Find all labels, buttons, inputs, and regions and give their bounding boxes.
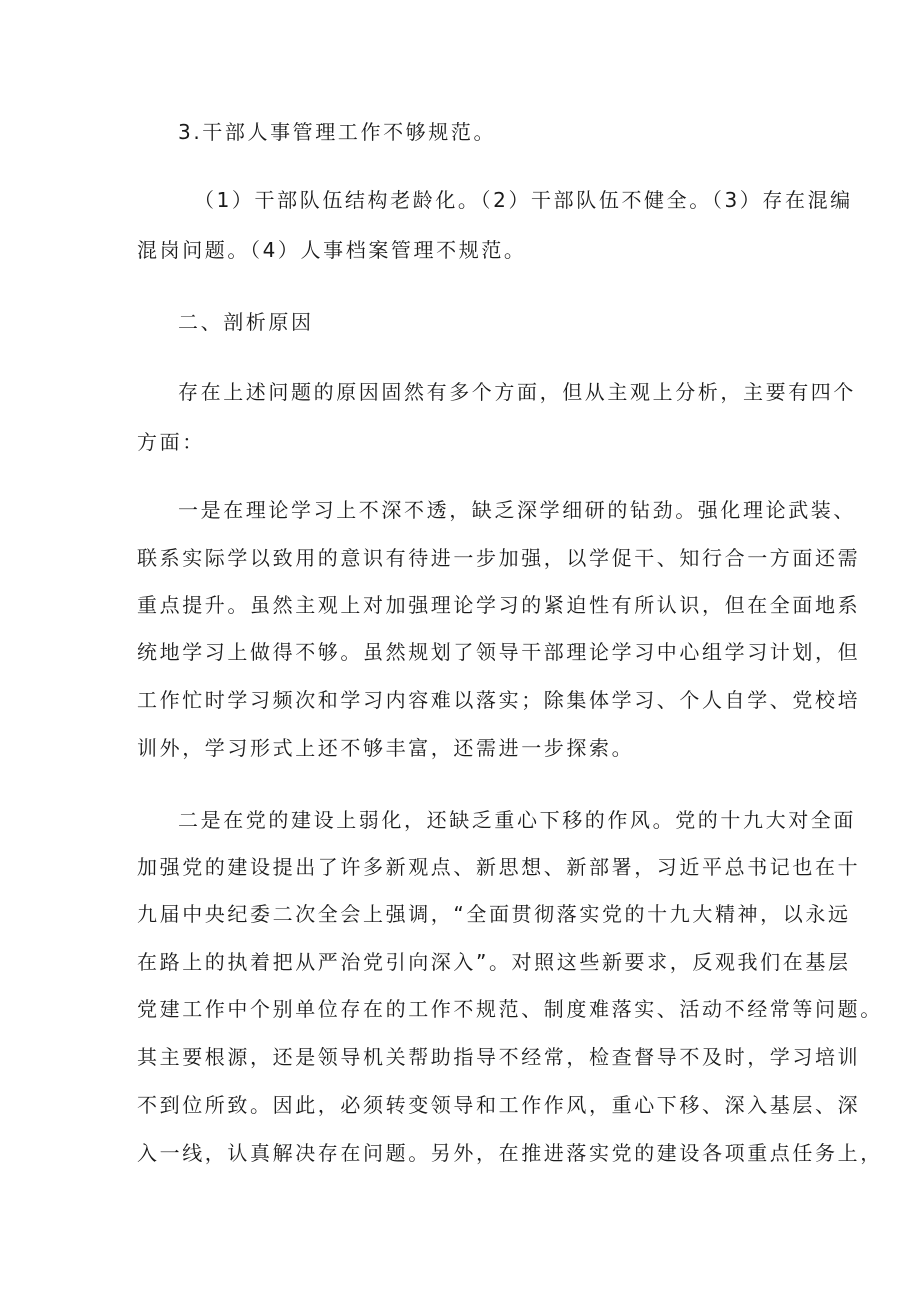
reason-one-line-4: 统地学习上做得不够。虽然规划了领导干部理论学习中心组学习计划，但 bbox=[137, 640, 861, 664]
section-heading-analysis: 二、剖析原因 bbox=[178, 310, 314, 334]
reason-one-line-2: 联系实际学以致用的意识有待进一步加强，以学促干、知行合一方面还需 bbox=[137, 546, 861, 570]
reason-two-line-7: 不到位所致。因此，必须转变领导和工作作风，重心下移、深入基层、深 bbox=[137, 1093, 861, 1117]
reason-two-line-5: 党建工作中个别单位存在的工作不规范、制度难落实、活动不经常等问题。 bbox=[137, 997, 883, 1021]
section-3-title: 3.干部人事管理工作不够规范。 bbox=[178, 120, 497, 144]
issues-line-2: 混岗问题。（4）人事档案管理不规范。 bbox=[137, 238, 527, 262]
reason-one-line-5: 工作忙时学习频次和学习内容难以落实；除集体学习、个人自学、党校培 bbox=[137, 688, 861, 712]
reason-two-line-3: 九届中央纪委二次全会上强调，“全面贯彻落实党的十九大精神，以永远 bbox=[137, 902, 851, 926]
issues-line-1: （1）干部队伍结构老龄化。（2）干部队伍不健全。（3）存在混编 bbox=[194, 188, 853, 212]
reason-two-line-1: 二是在党的建设上弱化，还缺乏重心下移的作风。党的十九大对全面 bbox=[178, 808, 856, 832]
reason-two-line-8: 入一线，认真解决存在问题。另外，在推进落实党的建设各项重点任务上， bbox=[137, 1141, 883, 1165]
reason-one-line-1: 一是在理论学习上不深不透，缺乏深学细研的钻劲。强化理论武装、 bbox=[178, 498, 856, 522]
intro-line-2: 方面： bbox=[137, 430, 205, 454]
reason-one-line-3: 重点提升。虽然主观上对加强理论学习的紧迫性有所认识，但在全面地系 bbox=[137, 593, 861, 617]
intro-line-1: 存在上述问题的原因固然有多个方面，但从主观上分析，主要有四个 bbox=[178, 380, 856, 404]
reason-two-line-6: 其主要根源，还是领导机关帮助指导不经常，检查督导不及时，学习培训 bbox=[137, 1045, 861, 1069]
reason-two-line-4: 在路上的执着把从严治党引向深入”。对照这些新要求，反观我们在基层 bbox=[137, 950, 851, 974]
reason-one-line-6: 训外，学习形式上还不够丰富，还需进一步探索。 bbox=[137, 736, 635, 760]
reason-two-line-2: 加强党的建设提出了许多新观点、新思想、新部署，习近平总书记也在十 bbox=[137, 855, 861, 879]
